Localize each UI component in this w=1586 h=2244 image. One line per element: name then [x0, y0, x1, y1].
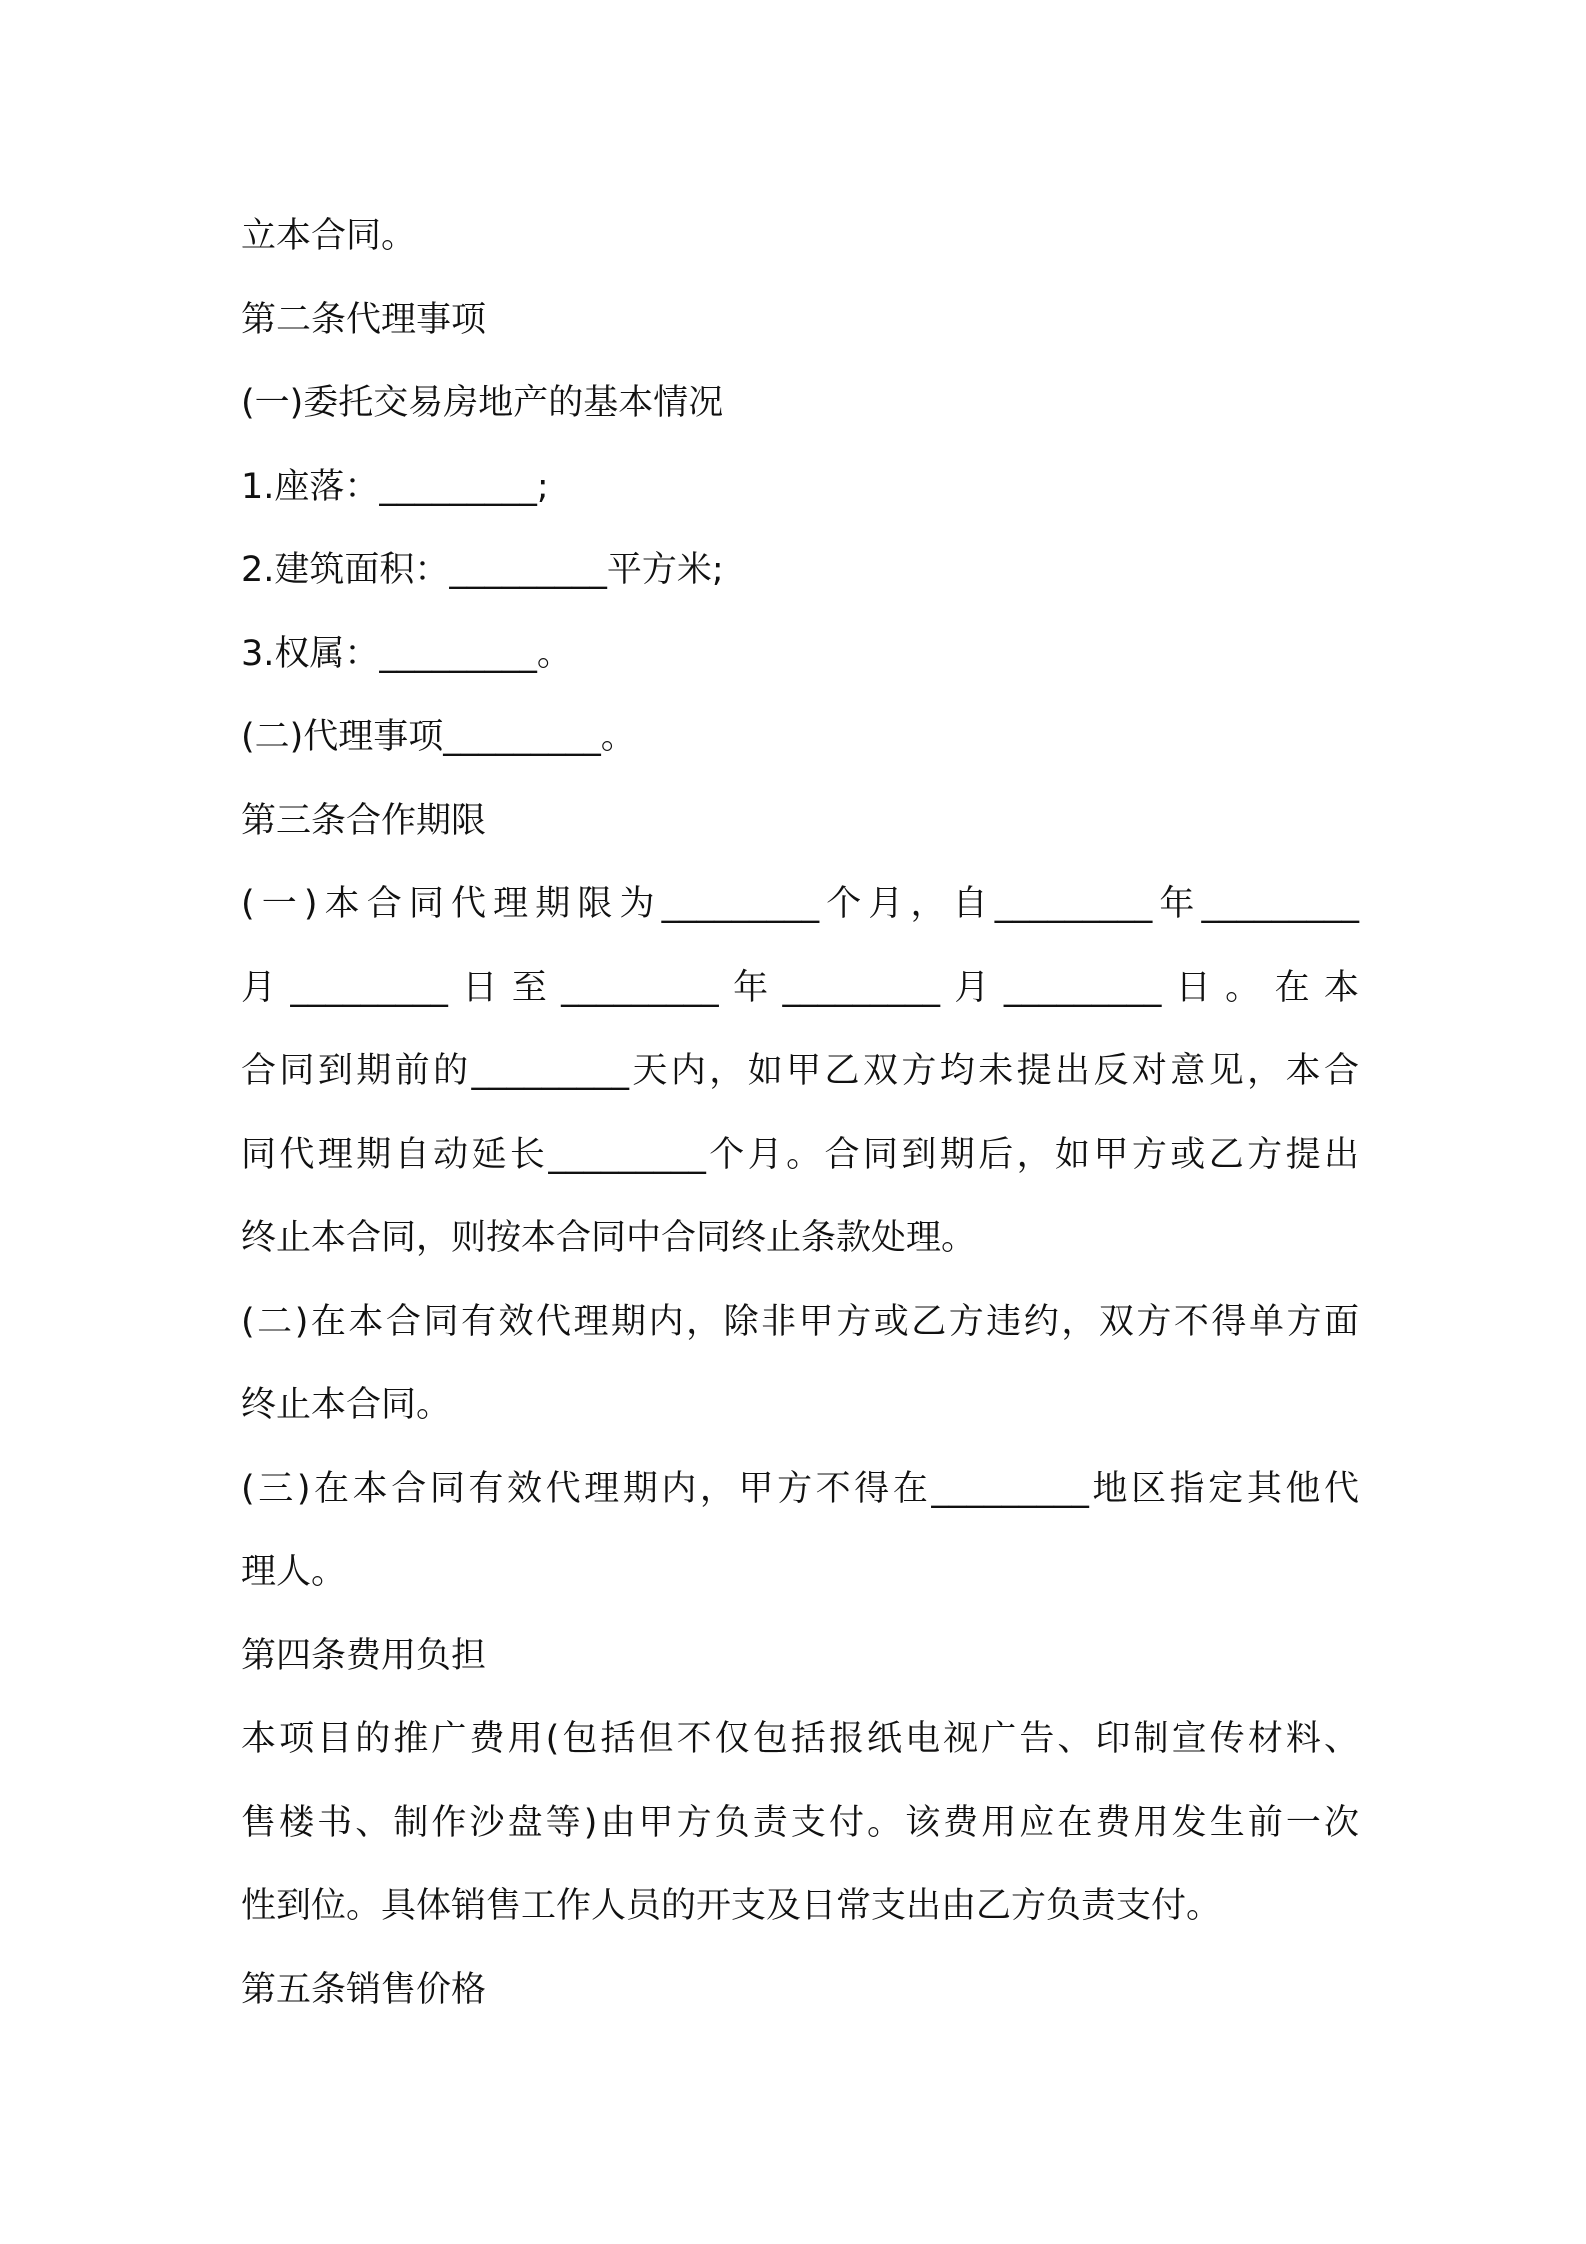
text-line: (一)委托交易房地产的基本情况 — [241, 383, 724, 423]
text-line: 终止本合同。 — [241, 1385, 452, 1425]
text-line: (三)在本合同有效代理期内，甲方不得在_________地区指定其他代 — [241, 1468, 1359, 1509]
text-line: 同代理期自动延长_________个月。合同到期后，如甲方或乙方提出 — [241, 1134, 1359, 1175]
section-heading: 第三条合作期限 — [241, 800, 487, 841]
text-line: 2.建筑面积：_________平方米; — [241, 550, 724, 590]
document-body — [241, 195, 1359, 2032]
text-line: 售楼书、制作沙盘等)由甲方负责支付。该费用应在费用发生前一次 — [241, 1802, 1359, 1843]
text-line: 本项目的推广费用(包括但不仅包括报纸电视广告、印制宣传材料、 — [241, 1719, 1359, 1759]
text-line: (二)在本合同有效代理期内，除非甲方或乙方违约，双方不得单方面 — [241, 1301, 1359, 1342]
text-line: 月_________日至_________年_________月_________日。在本 — [241, 967, 1359, 1008]
text-line: 终止本合同，则按本合同中合同终止条款处理。 — [241, 1218, 977, 1258]
text-line: (一)本合同代理期限为_________个月，自_________年_________ — [241, 884, 1359, 924]
text-line: 3.权属：_________。 — [241, 633, 572, 674]
text-line: 理人。 — [241, 1552, 347, 1592]
section-heading: 第五条销售价格 — [241, 1969, 487, 2010]
text-line: 1.座落：_________; — [241, 466, 549, 507]
text-line: (二)代理事项_________。 — [241, 717, 636, 757]
section-heading: 第二条代理事项 — [241, 299, 487, 340]
section-heading: 第四条费用负担 — [241, 1635, 487, 1676]
text-line: 立本合同。 — [241, 216, 417, 256]
text-line: 性到位。具体销售工作人员的开支及日常支出由乙方负责支付。 — [241, 1886, 1222, 1926]
text-line: 合同到期前的_________天内，如甲乙双方均未提出反对意见，本合 — [241, 1051, 1359, 1091]
